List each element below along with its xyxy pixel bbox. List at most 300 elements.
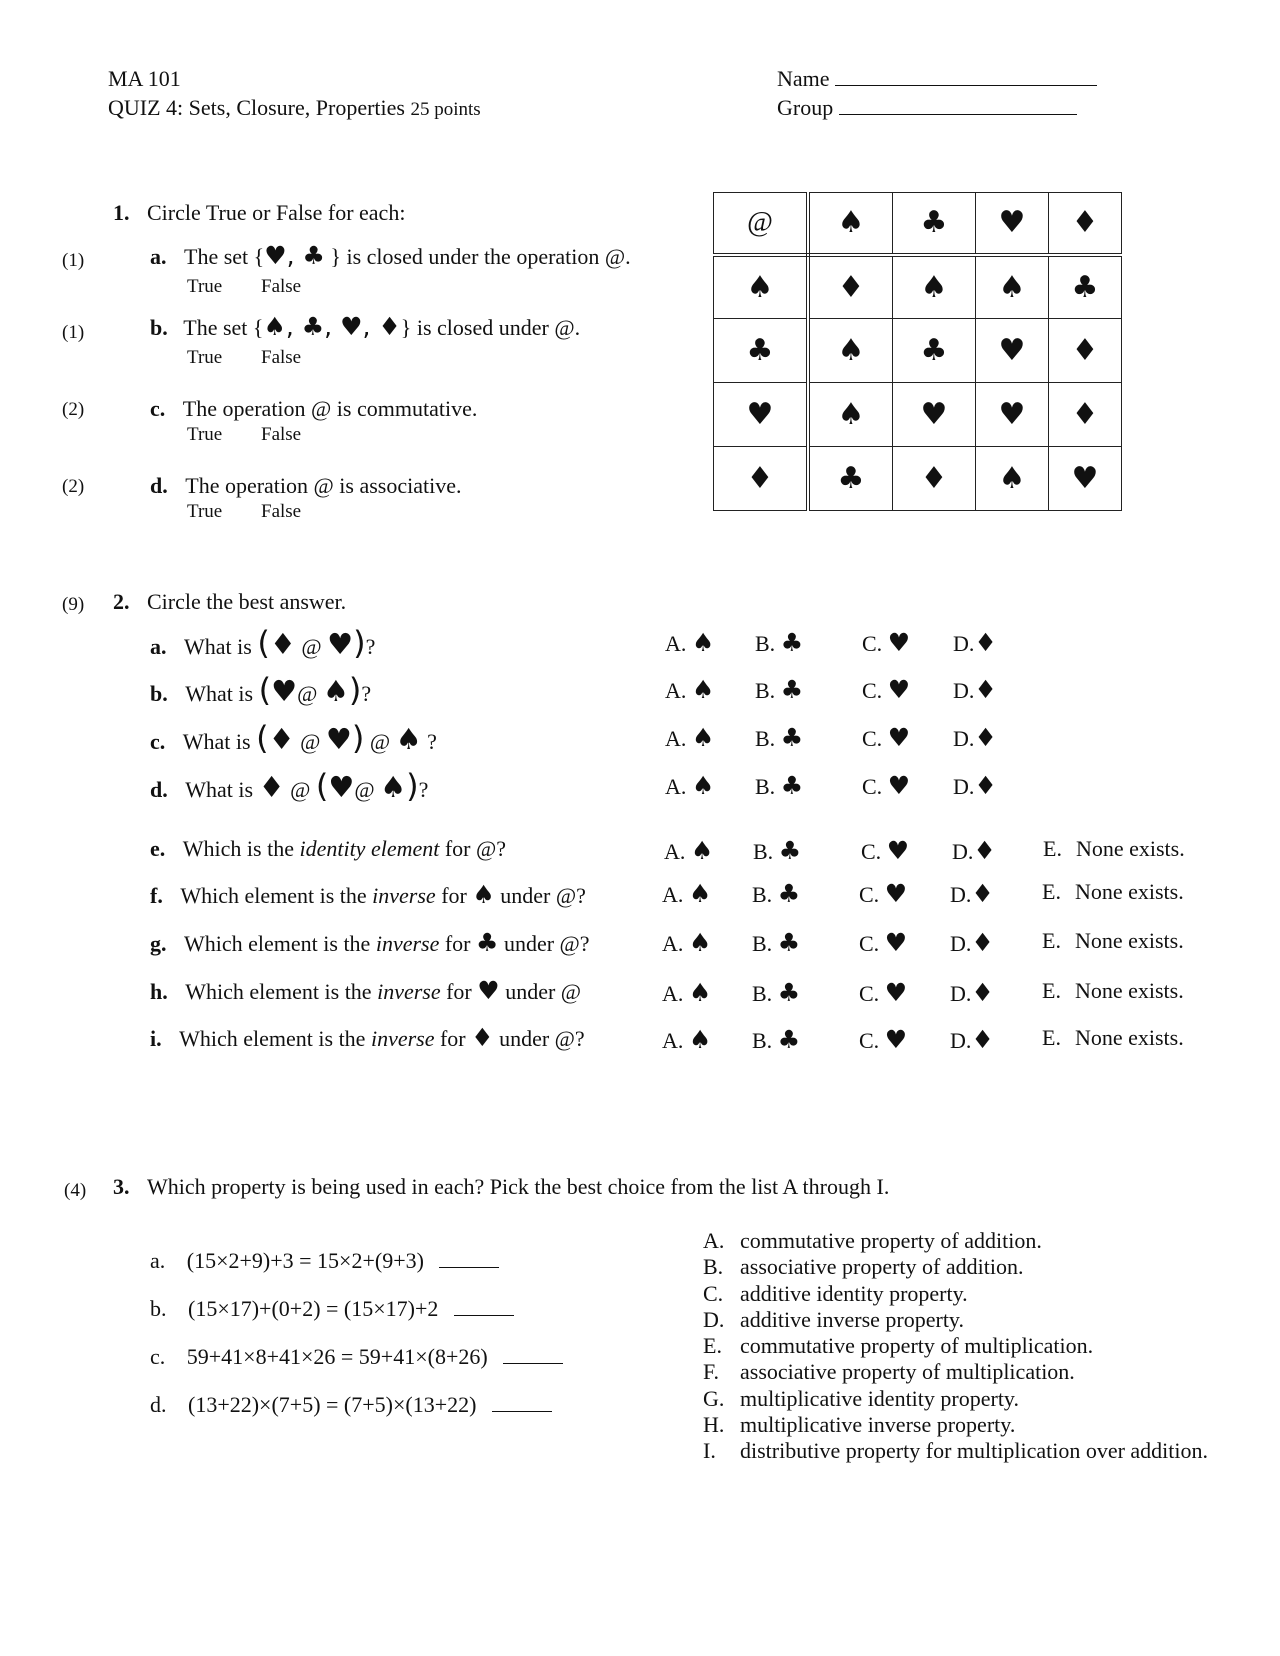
choice-letter: C.: [859, 1028, 880, 1053]
op-table-corner: @: [714, 193, 809, 255]
q3-number: 3: [113, 1174, 124, 1199]
choice-letter: C.: [862, 726, 883, 751]
q2a-question: a. What is (♦ @ ♥)?: [150, 624, 376, 662]
op-table-cell: ♥: [1049, 447, 1122, 511]
q2f-question: f. Which element is the inverse for ♠ under @?: [150, 880, 586, 909]
q2d-question: d. What is ♦ @ (♥@ ♠)?: [150, 767, 429, 805]
q2d-tail: ?: [418, 777, 429, 802]
op-table-cell: ♦: [1049, 383, 1122, 447]
choice-letter: B.: [752, 882, 773, 907]
club-icon: ♣: [777, 1025, 801, 1054]
q2g-lead: Which element is the: [184, 931, 376, 956]
heart-icon: ♥: [887, 628, 911, 657]
q2b-choice-c[interactable]: [862, 675, 910, 704]
property-letter: D.: [703, 1306, 725, 1332]
spade-icon: ♠: [688, 879, 712, 908]
choice-letter: D.: [953, 678, 975, 703]
heart-icon: ♥: [884, 879, 908, 908]
q1-prompt: Circle True or False for each:: [147, 200, 406, 225]
q2a-choice-b[interactable]: [755, 628, 803, 657]
q2d-paren-close: ): [406, 767, 419, 805]
op-table-row-head: ♥: [714, 383, 809, 447]
diamond-icon: ♦: [974, 675, 997, 704]
q1b-pre: The set {: [183, 315, 264, 340]
q2c-choice-a[interactable]: [665, 723, 714, 752]
property-item: [703, 1359, 1208, 1385]
q2f-letter: f: [150, 883, 158, 908]
diamond-icon: ♦: [974, 628, 997, 657]
choice-letter: D.: [950, 981, 972, 1006]
choice-letter: B.: [752, 981, 773, 1006]
q3d-answer-blank[interactable]: [492, 1393, 552, 1412]
q2a-at: @: [295, 634, 328, 659]
q1a-post: } is closed under the operation @.: [324, 244, 631, 269]
diamond-icon: ♦: [971, 928, 994, 957]
q3c-answer-blank[interactable]: [503, 1345, 563, 1364]
choice-letter: A.: [665, 631, 687, 656]
q1-number: 1: [113, 200, 124, 225]
q2d-sym0: ♦: [258, 770, 285, 804]
q2e-choice-d[interactable]: [952, 836, 996, 865]
q2b-letter: b: [150, 681, 163, 706]
q1b-letter: b: [150, 315, 163, 340]
club-icon: ♣: [777, 978, 801, 1007]
spade-icon: ♠: [691, 723, 715, 752]
spade-icon: ♠: [688, 928, 712, 957]
property-text: associative property of addition.: [740, 1254, 1024, 1280]
choice-letter: C.: [862, 774, 883, 799]
q2b-paren-open: (: [258, 671, 272, 709]
q3d-letter: d.: [150, 1392, 167, 1417]
q2i-mid: for: [434, 1026, 472, 1051]
q1c-false[interactable]: False: [261, 424, 302, 445]
choice-letter: D.: [950, 1028, 972, 1053]
choice-letter: B.: [755, 631, 776, 656]
group-field[interactable]: [777, 95, 1077, 121]
heart-icon: ♥: [884, 1025, 908, 1054]
q1d-true[interactable]: True: [187, 501, 223, 522]
property-text: multiplicative identity property.: [740, 1385, 1020, 1411]
q2g-tail: under @?: [498, 931, 590, 956]
property-letter: B.: [703, 1254, 724, 1280]
q2d-at0: @: [284, 777, 316, 802]
q2i-choice-e[interactable]: [1042, 1025, 1184, 1051]
q2d-sym1: ♥: [328, 770, 355, 804]
q2g-choice-e[interactable]: [1042, 928, 1184, 954]
property-letter: C.: [703, 1280, 724, 1306]
choice-letter: C.: [861, 839, 882, 864]
q2i-choice-b[interactable]: [752, 1025, 800, 1054]
choice-letter: E.: [1042, 928, 1061, 953]
q1b-statement: b. The set {♠, ♣, ♥, ♦} is closed under @.: [150, 312, 581, 341]
property-item: [703, 1386, 1208, 1412]
quiz-title-text: QUIZ 4: Sets, Closure, Properties: [108, 95, 405, 120]
q3c-item: [150, 1344, 563, 1370]
q2f-lead: Which element is the: [180, 883, 373, 908]
name-field[interactable]: [777, 66, 1097, 92]
choice-letter: E.: [1042, 978, 1061, 1003]
property-item: [703, 1228, 1208, 1254]
club-icon: ♣: [780, 723, 804, 752]
q2e-question: e. Which is the identity element for @?: [150, 836, 507, 861]
property-text: additive identity property.: [740, 1280, 968, 1306]
q2f-tail: under @?: [494, 883, 586, 908]
property-list: [703, 1228, 1208, 1465]
choice-letter: D.: [950, 931, 972, 956]
q3b-expression: (15×17)+(0+2) = (15×17)+2: [188, 1296, 439, 1321]
op-table-row-head: ♠: [714, 255, 809, 319]
q2f-choice-b[interactable]: [752, 879, 800, 908]
op-table-row: [714, 383, 1122, 447]
choice-letter: D.: [953, 726, 975, 751]
property-text: associative property of multiplication.: [740, 1359, 1075, 1385]
q2i-lead: Which element is the: [179, 1026, 371, 1051]
q2d-choice-c[interactable]: [862, 771, 910, 800]
spade-icon: ♠: [688, 1025, 712, 1054]
diamond-icon: ♦: [974, 771, 997, 800]
club-icon: ♣: [777, 928, 801, 957]
q2b-choice-b[interactable]: [755, 675, 803, 704]
q2c-choice-b[interactable]: [755, 723, 803, 752]
q2e-tail: for @?: [439, 836, 507, 861]
q2i-emphasis: inverse: [370, 1026, 435, 1051]
property-text: distributive property for multiplication over addition.: [740, 1438, 1209, 1464]
q2h-letter: h: [150, 979, 163, 1004]
q2e-choice-c[interactable]: [861, 836, 909, 865]
q2i-letter: i: [150, 1026, 157, 1051]
q2g-letter: g: [150, 931, 161, 956]
choice-letter: B.: [753, 839, 774, 864]
q2f-mid: for: [435, 883, 473, 908]
op-table-cell: ♦: [893, 447, 976, 511]
q2i-choice-a[interactable]: [662, 1025, 711, 1054]
op-table-col-head: ♠: [808, 193, 893, 255]
q2h-choice-e[interactable]: [1042, 978, 1184, 1004]
q2g-sym: ♣: [476, 928, 499, 957]
q2-prompt: Circle the best answer.: [147, 589, 347, 614]
q1b-false[interactable]: False: [261, 347, 302, 368]
op-table-row: [714, 447, 1122, 511]
choice-letter: E.: [1042, 1025, 1061, 1050]
spade-icon: ♠: [688, 978, 712, 1007]
op-table-header-row: [714, 193, 1122, 255]
q2b-paren-close: ): [348, 671, 362, 709]
q2h-choice-c[interactable]: [859, 978, 907, 1007]
q1c-letter: c: [150, 396, 160, 421]
q2a-sym2: ♥: [327, 627, 354, 661]
q2g-question: g. Which element is the inverse for ♣ under @?: [150, 928, 590, 957]
choice-letter: A.: [665, 726, 687, 751]
q1c-true[interactable]: True: [187, 424, 223, 445]
q2d-sym2: ♠: [380, 770, 407, 804]
op-table-cell: ♠: [893, 255, 976, 319]
op-table-cell: ♥: [893, 383, 976, 447]
spade-icon: ♠: [691, 675, 715, 704]
q1a-symbols: ♥, ♣: [264, 241, 325, 270]
q2d-choice-a[interactable]: [665, 771, 714, 800]
choice-letter: B.: [755, 726, 776, 751]
op-table-col-head: ♥: [976, 193, 1049, 255]
q2a-tail: ?: [365, 634, 376, 659]
q1d-letter: d: [150, 473, 163, 498]
q2b-sym1: ♥: [271, 674, 298, 708]
heart-icon: ♥: [887, 675, 911, 704]
property-text: multiplicative inverse property.: [740, 1412, 1016, 1438]
q2a-choice-a[interactable]: [665, 628, 714, 657]
q2i-tail: under @?: [493, 1026, 585, 1051]
op-table-cell: ♠: [808, 319, 893, 383]
q2h-mid: for: [440, 979, 478, 1004]
q2c-choice-d[interactable]: [953, 723, 997, 752]
q2c-at2: @: [364, 729, 396, 754]
op-table-col-head: ♦: [1049, 193, 1122, 255]
q2b-choice-a[interactable]: [665, 675, 714, 704]
q1c-points: (2): [62, 399, 85, 420]
club-icon: ♣: [778, 836, 802, 865]
q1b-points: (1): [62, 322, 85, 343]
none-exists: None exists.: [1075, 836, 1185, 861]
op-table-cell: ♣: [808, 447, 893, 511]
choice-letter: A.: [665, 774, 687, 799]
q2g-choice-b[interactable]: [752, 928, 800, 957]
group-label: Group: [777, 95, 834, 120]
q2f-choice-d[interactable]: [950, 879, 994, 908]
q1-heading: 1. Circle True or False for each:: [113, 200, 406, 225]
q2c-sym1: ♦: [268, 722, 295, 756]
q1d-statement: d. The operation @ is associative.: [150, 473, 462, 498]
op-table-row: [714, 319, 1122, 383]
property-letter: E.: [703, 1333, 722, 1359]
q2a-choice-d[interactable]: [953, 628, 997, 657]
q2b-sym2: ♠: [322, 674, 349, 708]
name-blank[interactable]: [835, 67, 1097, 86]
property-text: additive inverse property.: [740, 1306, 964, 1332]
q2h-choice-b[interactable]: [752, 978, 800, 1007]
choice-letter: C.: [859, 931, 880, 956]
q3b-item: [150, 1296, 514, 1322]
q2a-lead: What is: [184, 634, 258, 659]
q2c-tail: ?: [421, 729, 437, 754]
q2e-choice-b[interactable]: [753, 836, 801, 865]
q1b-true[interactable]: True: [187, 347, 223, 368]
q1a-pre: The set {: [184, 244, 265, 269]
q3-points: (4): [64, 1180, 87, 1201]
q2d-choice-d[interactable]: [953, 771, 997, 800]
q3c-expression: 59+41×8+41×26 = 59+41×(8+26): [186, 1344, 488, 1369]
op-table-cell: ♠: [976, 255, 1049, 319]
property-letter: G.: [703, 1385, 725, 1411]
none-exists: None exists.: [1074, 928, 1184, 953]
op-table-cell: ♦: [808, 255, 893, 319]
property-letter: I.: [703, 1438, 716, 1464]
q2i-sym: ♦: [471, 1023, 494, 1052]
q2h-question: h. Which element is the inverse for ♥ under @: [150, 976, 582, 1005]
diamond-icon: ♦: [971, 1025, 994, 1054]
choice-letter: C.: [859, 981, 880, 1006]
group-blank[interactable]: [839, 96, 1077, 115]
q1d-points: (2): [62, 476, 85, 497]
q2c-lead: What is: [182, 729, 257, 754]
q3b-answer-blank[interactable]: [454, 1297, 514, 1316]
heart-icon: ♥: [887, 771, 911, 800]
q2d-paren-open: (: [315, 767, 329, 805]
choice-letter: C.: [862, 678, 883, 703]
q2f-choice-e[interactable]: [1042, 879, 1184, 905]
q3-prompt: Which property is being used in each? Pick the best choice from the list A through I.: [147, 1174, 890, 1199]
q3a-letter: a.: [150, 1248, 166, 1273]
q2a-letter: a: [150, 634, 161, 659]
q3-heading: 3. Which property is being used in each? Pick the best choice from the list A through I.: [113, 1174, 890, 1199]
property-text: commutative property of addition.: [740, 1228, 1042, 1253]
q3b-letter: b.: [150, 1296, 167, 1321]
quiz-points: 25 points: [410, 99, 481, 120]
q2d-lead: What is: [185, 777, 259, 802]
q1a-points: (1): [62, 250, 85, 271]
property-item: [703, 1281, 1208, 1307]
q2b-at: @: [297, 681, 323, 706]
none-exists: None exists.: [1074, 978, 1184, 1003]
q2h-sym: ♥: [477, 976, 500, 1005]
op-table-cell: ♣: [1049, 255, 1122, 319]
q2c-choice-c[interactable]: [862, 723, 910, 752]
q2e-choice-a[interactable]: [664, 836, 713, 865]
q2a-paren-open: (: [257, 624, 270, 662]
q2h-tail: under @: [499, 979, 582, 1004]
q2b-question: b. What is (♥@ ♠)?: [150, 671, 372, 709]
q1b-symbols: ♠, ♣, ♥, ♦: [263, 312, 401, 341]
choice-letter: A.: [664, 839, 686, 864]
op-table-cell: ♠: [808, 383, 893, 447]
club-icon: ♣: [780, 771, 804, 800]
q2e-lead: Which is the: [182, 836, 300, 861]
q2c-paren-close: ): [351, 719, 365, 757]
q2g-mid: for: [439, 931, 477, 956]
q2e-emphasis: identity element: [299, 836, 440, 861]
q2h-choice-d[interactable]: [950, 978, 994, 1007]
q1c-text: The operation @ is commutative.: [182, 396, 478, 421]
q1d-false[interactable]: False: [261, 501, 302, 522]
q2g-choice-a[interactable]: [662, 928, 711, 957]
q2i-choice-c[interactable]: [859, 1025, 907, 1054]
choice-letter: D.: [952, 839, 974, 864]
property-item: [703, 1438, 1208, 1464]
q1a-letter: a: [150, 244, 161, 269]
q2f-emphasis: inverse: [372, 883, 436, 908]
q2h-choice-a[interactable]: [662, 978, 711, 1007]
q3d-item: [150, 1392, 552, 1418]
q1d-text: The operation @ is associative.: [185, 473, 462, 498]
q3a-answer-blank[interactable]: [439, 1249, 499, 1268]
q2f-choice-a[interactable]: [662, 879, 711, 908]
q2i-choice-d[interactable]: [950, 1025, 994, 1054]
choice-letter: D.: [953, 774, 975, 799]
club-icon: ♣: [780, 675, 804, 704]
q2g-choice-c[interactable]: [859, 928, 907, 957]
q3a-expression: (15×2+9)+3 = 15×2+(9+3): [186, 1248, 424, 1273]
choice-letter: D.: [950, 882, 972, 907]
club-icon: ♣: [777, 879, 801, 908]
q2c-sym3: ♠: [395, 722, 422, 756]
choice-letter: E.: [1043, 836, 1062, 861]
q2e-choice-e[interactable]: [1043, 836, 1185, 862]
heart-icon: ♥: [886, 836, 910, 865]
q2c-sym2: ♥: [325, 722, 352, 756]
op-table-cell: ♥: [976, 319, 1049, 383]
quiz-title: [108, 95, 481, 121]
q2c-letter: c: [150, 729, 160, 754]
q2g-choice-d[interactable]: [950, 928, 994, 957]
op-table-row: [714, 255, 1122, 319]
q1a-statement: a. The set {♥, ♣ } is closed under the operation @.: [150, 241, 631, 270]
q2d-choice-b[interactable]: [755, 771, 803, 800]
op-table-cell: ♥: [976, 383, 1049, 447]
q2d-at1: @: [354, 777, 381, 802]
q1a-false[interactable]: False: [261, 276, 302, 297]
q2g-emphasis: inverse: [375, 931, 440, 956]
q2a-sym1: ♦: [269, 627, 296, 661]
property-item: [703, 1333, 1208, 1359]
q1c-statement: c. The operation @ is commutative.: [150, 396, 478, 421]
q2a-paren-close: ): [353, 624, 366, 662]
property-item: [703, 1254, 1208, 1280]
choice-letter: B.: [752, 1028, 773, 1053]
choice-letter: A.: [662, 882, 684, 907]
q2e-letter: e: [150, 836, 160, 861]
q2a-choice-c[interactable]: [862, 628, 910, 657]
choice-letter: D.: [953, 631, 975, 656]
q2h-emphasis: inverse: [377, 979, 441, 1004]
property-letter: A.: [703, 1228, 725, 1253]
property-item: [703, 1307, 1208, 1333]
diamond-icon: ♦: [971, 978, 994, 1007]
none-exists: None exists.: [1074, 879, 1184, 904]
q2b-choice-d[interactable]: [953, 675, 997, 704]
choice-letter: C.: [859, 882, 880, 907]
q1a-true[interactable]: True: [187, 276, 223, 297]
choice-letter: A.: [665, 678, 687, 703]
q3a-item: [150, 1248, 499, 1274]
operation-table: [713, 192, 1122, 511]
q2c-paren-open: (: [256, 719, 269, 757]
choice-letter: E.: [1042, 879, 1061, 904]
op-table-cell: ♣: [893, 319, 976, 383]
spade-icon: ♠: [690, 836, 714, 865]
diamond-icon: ♦: [971, 879, 994, 908]
property-letter: F.: [703, 1359, 719, 1385]
heart-icon: ♥: [884, 928, 908, 957]
property-item: [703, 1412, 1208, 1438]
none-exists: None exists.: [1074, 1025, 1184, 1050]
choice-letter: B.: [755, 774, 776, 799]
q2b-tail: ?: [361, 681, 372, 706]
choice-letter: A.: [662, 981, 684, 1006]
q1b-post: } is closed under @.: [400, 315, 581, 340]
club-icon: ♣: [780, 628, 804, 657]
diamond-icon: ♦: [973, 836, 996, 865]
heart-icon: ♥: [887, 723, 911, 752]
q3c-letter: c.: [150, 1344, 166, 1369]
choice-letter: C.: [862, 631, 883, 656]
q3d-expression: (13+22)×(7+5) = (7+5)×(13+22): [188, 1392, 477, 1417]
op-table-row-head: ♣: [714, 319, 809, 383]
q2d-letter: d: [150, 777, 163, 802]
choice-letter: A.: [662, 1028, 684, 1053]
choice-letter: B.: [752, 931, 773, 956]
op-table-cell: ♦: [1049, 319, 1122, 383]
q2-points: (9): [62, 594, 85, 615]
spade-icon: ♠: [691, 628, 715, 657]
q2f-choice-c[interactable]: [859, 879, 907, 908]
